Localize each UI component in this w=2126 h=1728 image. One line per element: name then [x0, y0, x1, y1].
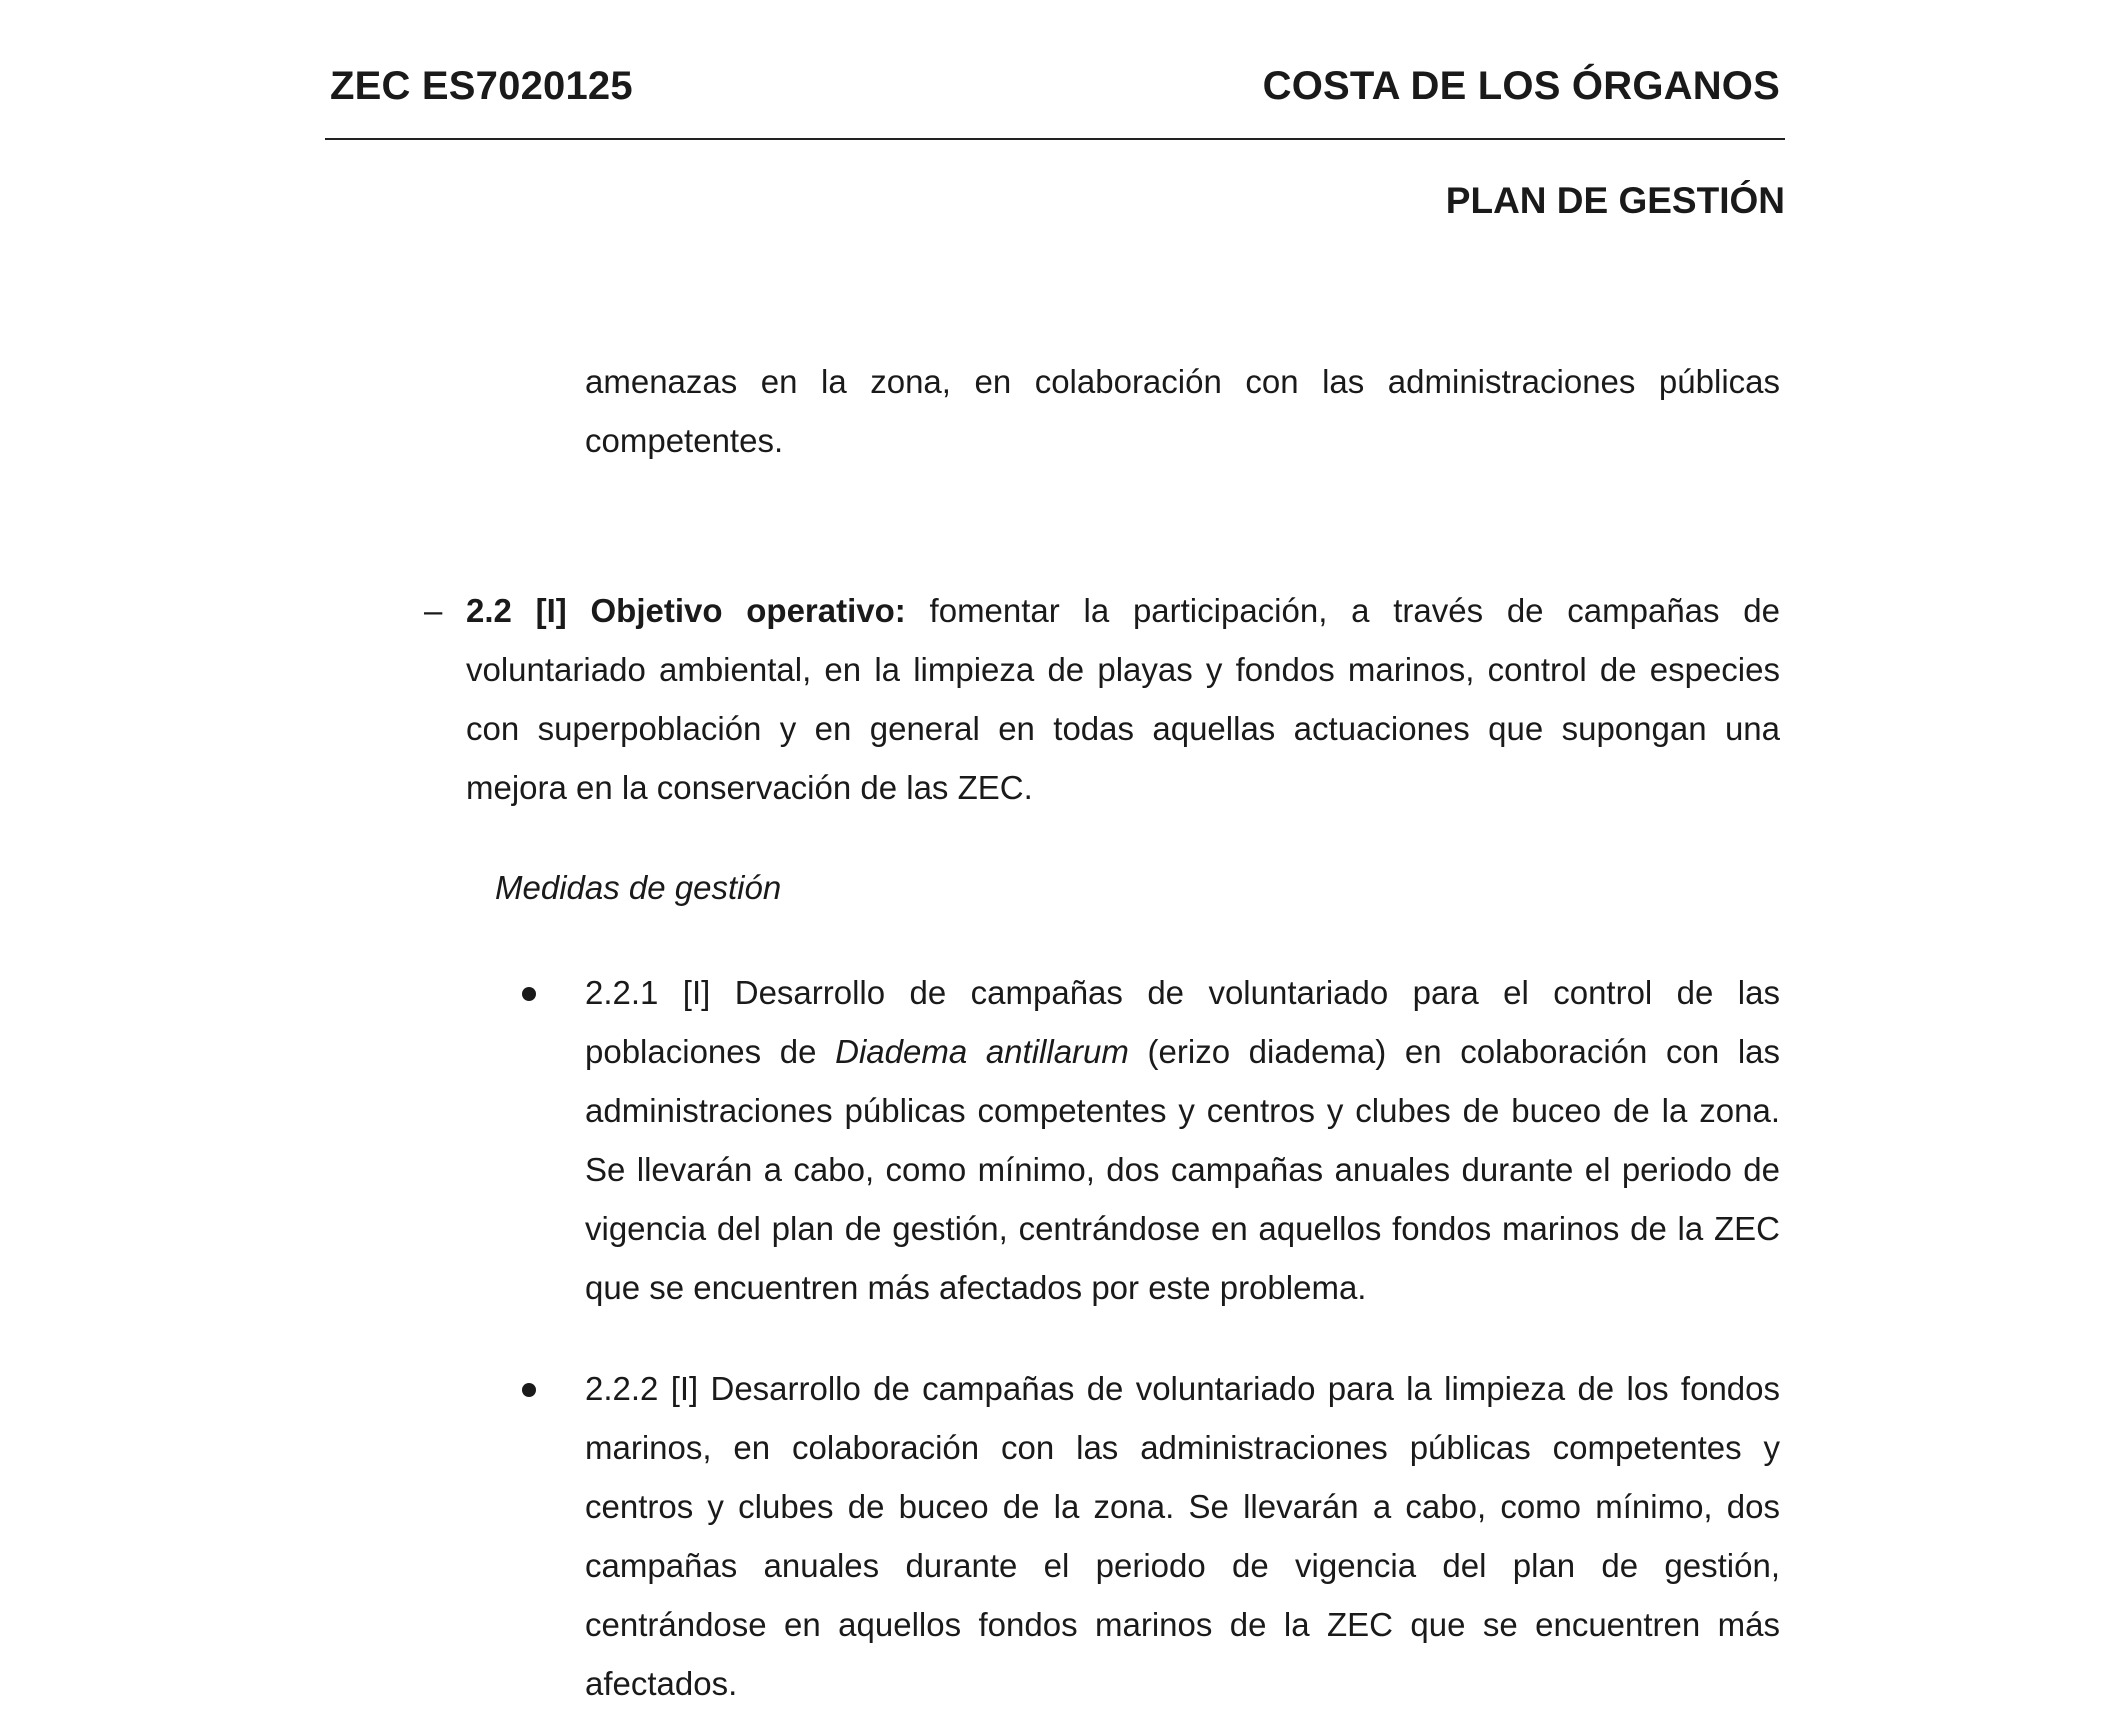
objective-text: fomentar la participación, a través de campañas de voluntariado ambiental, en la limpieza de playas y fondos marinos, control de especies con superpoblación y en general en todas aquellas actuaciones que supongan una mejora en la conservación de las ZEC.: [466, 592, 1780, 806]
document-subtitle: PLAN DE GESTIÓN: [1445, 180, 1785, 221]
measure-item: 2.2.2 [I] Desarrollo de campañas de voluntariado para la limpieza de los fondos marinos, en colaboración con las administraciones públicas competentes y centros y clubes de buceo de la zona. Se llevarán a cabo, como mínimo, dos campañas anuales durante el periodo de vigencia del plan de gestión, centrándose en aquellos fondos marinos de la ZEC que se encuentren más afectados.: [585, 1370, 1780, 1702]
measure-item: [585, 963, 1780, 1317]
measure-text-post: (erizo diadema) en colaboración con las administraciones públicas competentes y centros y clubes de buceo de la zona. Se llevarán a cabo, como mínimo, dos campañas anuales durante el periodo de vigencia del plan de gestión, centrándose en aquellos fondos marinos de la ZEC que se encuentren más afectados por este problema.: [585, 1033, 1781, 1306]
page-header: [325, 58, 1785, 140]
objective-dash-marker: –: [424, 592, 443, 629]
objective-paragraph: [466, 581, 1780, 817]
header-site-name: COSTA DE LOS ÓRGANOS: [1262, 64, 1780, 108]
bullet-icon: [522, 1383, 536, 1397]
bullet-icon: [522, 987, 536, 1001]
measure-text-pre: 2.2.1 [I] Desarrollo de campañas de voluntariado para el control de las poblaciones de: [585, 974, 1780, 1070]
objective-label: 2.2 [I] Objetivo operativo:: [466, 592, 906, 629]
continuation-paragraph: amenazas en la zona, en colaboración con las administraciones públicas competentes.: [585, 363, 1780, 459]
header-site-code: ZEC ES7020125: [330, 64, 633, 108]
species-name: Diadema antillarum: [835, 1033, 1129, 1070]
measures-heading: Medidas de gestión: [495, 869, 782, 906]
